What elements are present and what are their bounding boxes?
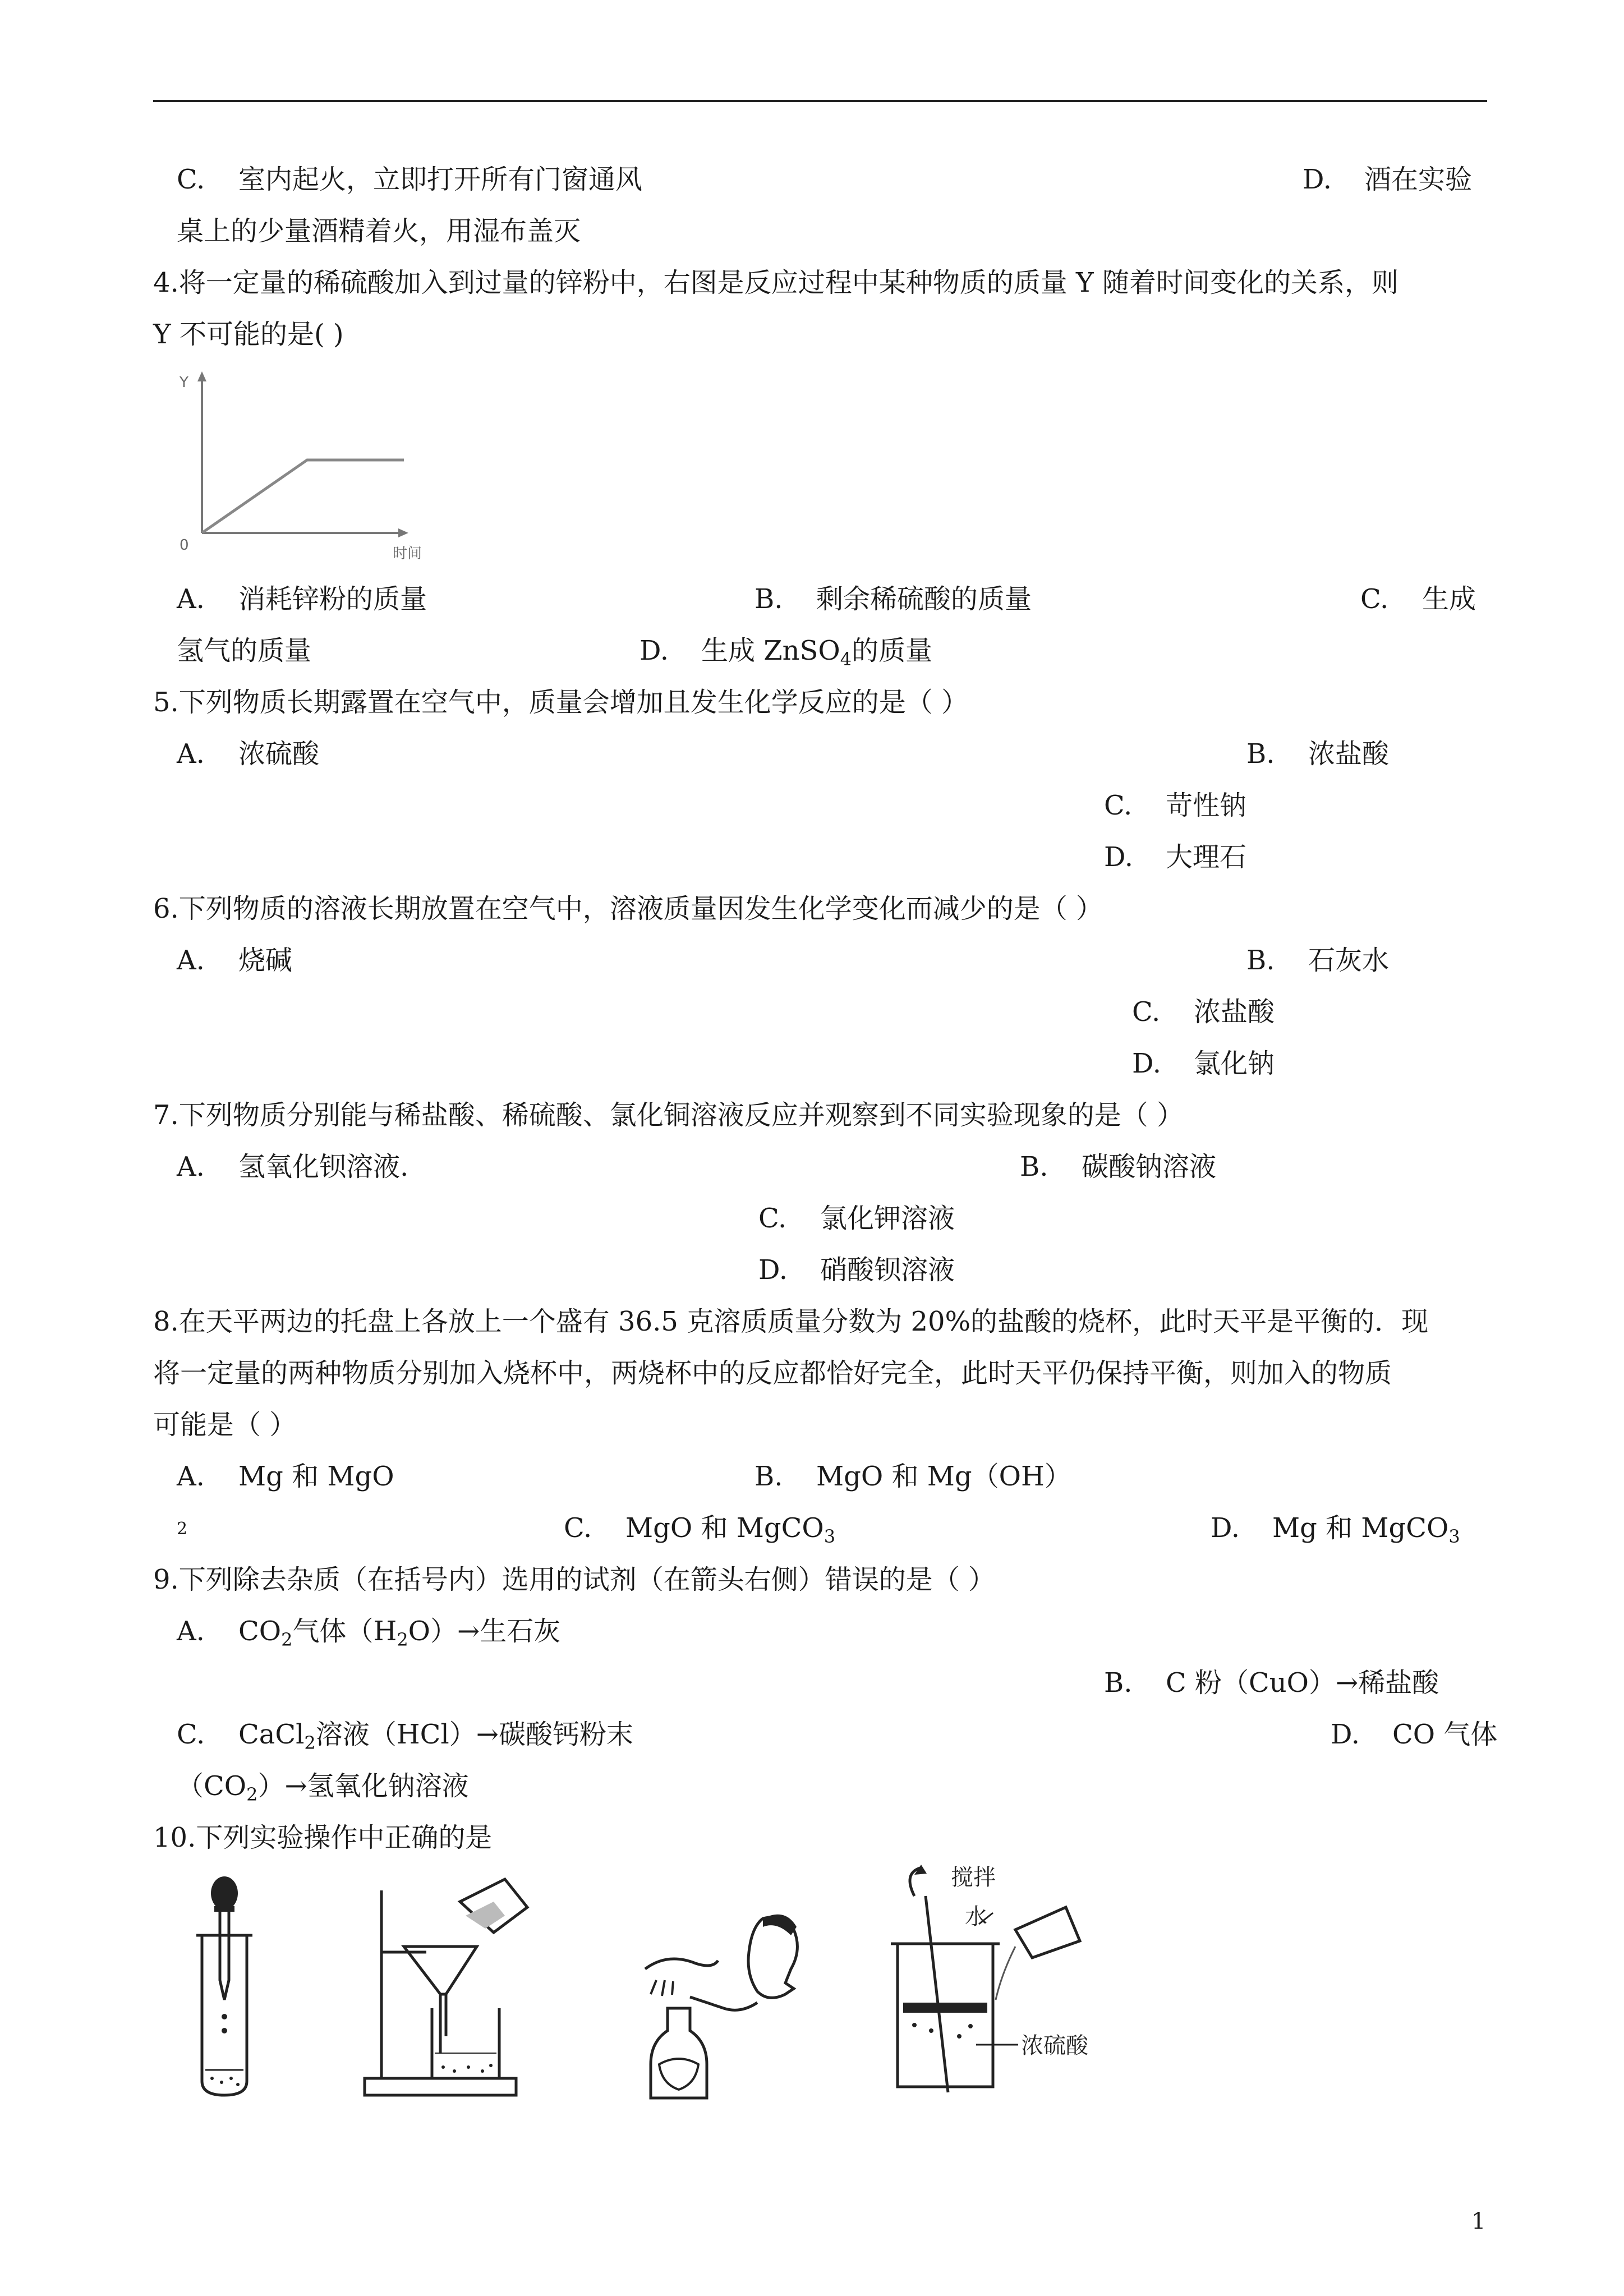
q9-option-b: B. C 粉（CuO）→稀盐酸	[1104, 1667, 1439, 1699]
q6-option-d: D. 氯化钠	[1132, 1048, 1275, 1079]
q9-stem: 9.下列除去杂质（在括号内）选用的试剂（在箭头右侧）错误的是（ ）	[153, 1564, 996, 1595]
q3-option-d-continued: 桌上的少量酒精着火，用湿布盖灭	[177, 215, 581, 247]
q8-stem-line3: 可能是（ ）	[153, 1409, 297, 1441]
q7-option-a: A. 氢氧化钡溶液.	[177, 1151, 409, 1182]
q5-option-c: C. 苛性钠	[1104, 790, 1247, 821]
q7-option-c: C. 氯化钾溶液	[758, 1203, 955, 1234]
q8-option-c: C. MgO 和 MgCO$_3$	[564, 1512, 836, 1547]
q4-stem: 4.将一定量的稀硫酸加入到过量的锌粉中，右图是反应过程中某种物质的质量 Y 随着时间变化的关系，则	[153, 267, 1399, 298]
q4-option-c: C. 生成	[1360, 583, 1476, 615]
q8-option-d: D. Mg 和 MgCO$_3$	[1211, 1512, 1460, 1547]
q4-stem-continued: Y 不可能的是( )	[153, 319, 344, 350]
q3-option-d: D. 酒在实验	[1303, 164, 1473, 195]
q8-stem-line2: 将一定量的两种物质分别加入烧杯中，两烧杯中的反应都恰好完全，此时天平仍保持平衡，则加入的物质	[153, 1358, 1392, 1389]
q4-option-b: B. 剩余稀硫酸的质量	[755, 583, 1032, 615]
q4-chart	[168, 365, 449, 567]
q5-option-d: D. 大理石	[1104, 841, 1247, 873]
q10-label-stir: 搅拌	[951, 1865, 996, 1890]
q5-option-a: A. 浓硫酸	[177, 738, 320, 770]
q9-option-d: D. CO 气体	[1331, 1719, 1498, 1750]
q10-figure-filtration	[359, 1868, 550, 2104]
q9-option-a: A. $CO_2$气体$(H_2O)\to$生石灰	[177, 1616, 561, 1650]
q9-option-c: C. CaCl$_2$溶液（HCl）→碳酸钙粉末	[177, 1719, 633, 1754]
q10-stem: 10.下列实验操作中正确的是	[153, 1822, 493, 1853]
q6-option-a: A. 烧碱	[177, 945, 293, 976]
q8-option-a: A. Mg 和 MgO	[177, 1461, 394, 1492]
q6-stem: 6.下列物质的溶液长期放置在空气中，溶液质量因发生化学变化而减少的是（ ）	[153, 893, 1103, 924]
q4-y-label: Y	[180, 374, 188, 391]
q10-figure-dropper-test-tube	[180, 1874, 269, 2098]
q4-x-label: 时间	[393, 545, 422, 562]
q7-option-d: D. 硝酸钡溶液	[758, 1254, 955, 1286]
q6-option-b: B. 石灰水	[1246, 945, 1390, 976]
q10-figure-dilution	[881, 1862, 1150, 2104]
q7-option-b: B. 碳酸钠溶液	[1020, 1151, 1217, 1182]
q4-option-a: A. 消耗锌粉的质量	[177, 583, 427, 615]
q8-option-b-subscript: 2	[177, 1519, 188, 1539]
q6-option-c: C. 浓盐酸	[1132, 996, 1275, 1028]
q4-series-line	[202, 460, 404, 533]
q4-option-c-continued: 氢气的质量	[177, 635, 312, 666]
q4-origin-label: 0	[180, 537, 189, 554]
q10-figure-smelling-bottle	[634, 1896, 813, 2109]
page-number: 1	[1471, 2208, 1486, 2234]
q10-label-water: 水	[965, 1904, 987, 1930]
q5-stem: 5.下列物质长期露置在空气中，质量会增加且发生化学反应的是（ ）	[153, 687, 969, 718]
header-rule	[153, 100, 1487, 102]
q8-option-b: B. MgO 和 Mg（OH）	[755, 1461, 1071, 1492]
q3-option-c: C. 室内起火，立即打开所有门窗通风	[177, 164, 643, 195]
q5-option-b: B. 浓盐酸	[1246, 738, 1390, 770]
q4-option-d: D. 生成 ZnSO$_4$的质量	[640, 635, 933, 670]
q7-stem: 7.下列物质分别能与稀盐酸、稀硫酸、氯化铜溶液反应并观察到不同实验现象的是（ ）	[153, 1099, 1184, 1131]
q8-stem: 8.在天平两边的托盘上各放上一个盛有 36.5 克溶质质量分数为 20%的盐酸的烧杯，此时天平是平衡的．现	[153, 1306, 1429, 1337]
q10-label-acid: 浓硫酸	[1021, 2033, 1088, 2059]
q9-option-d-continued: $(CO_2)\to$氢氧化钠溶液	[177, 1770, 469, 1805]
